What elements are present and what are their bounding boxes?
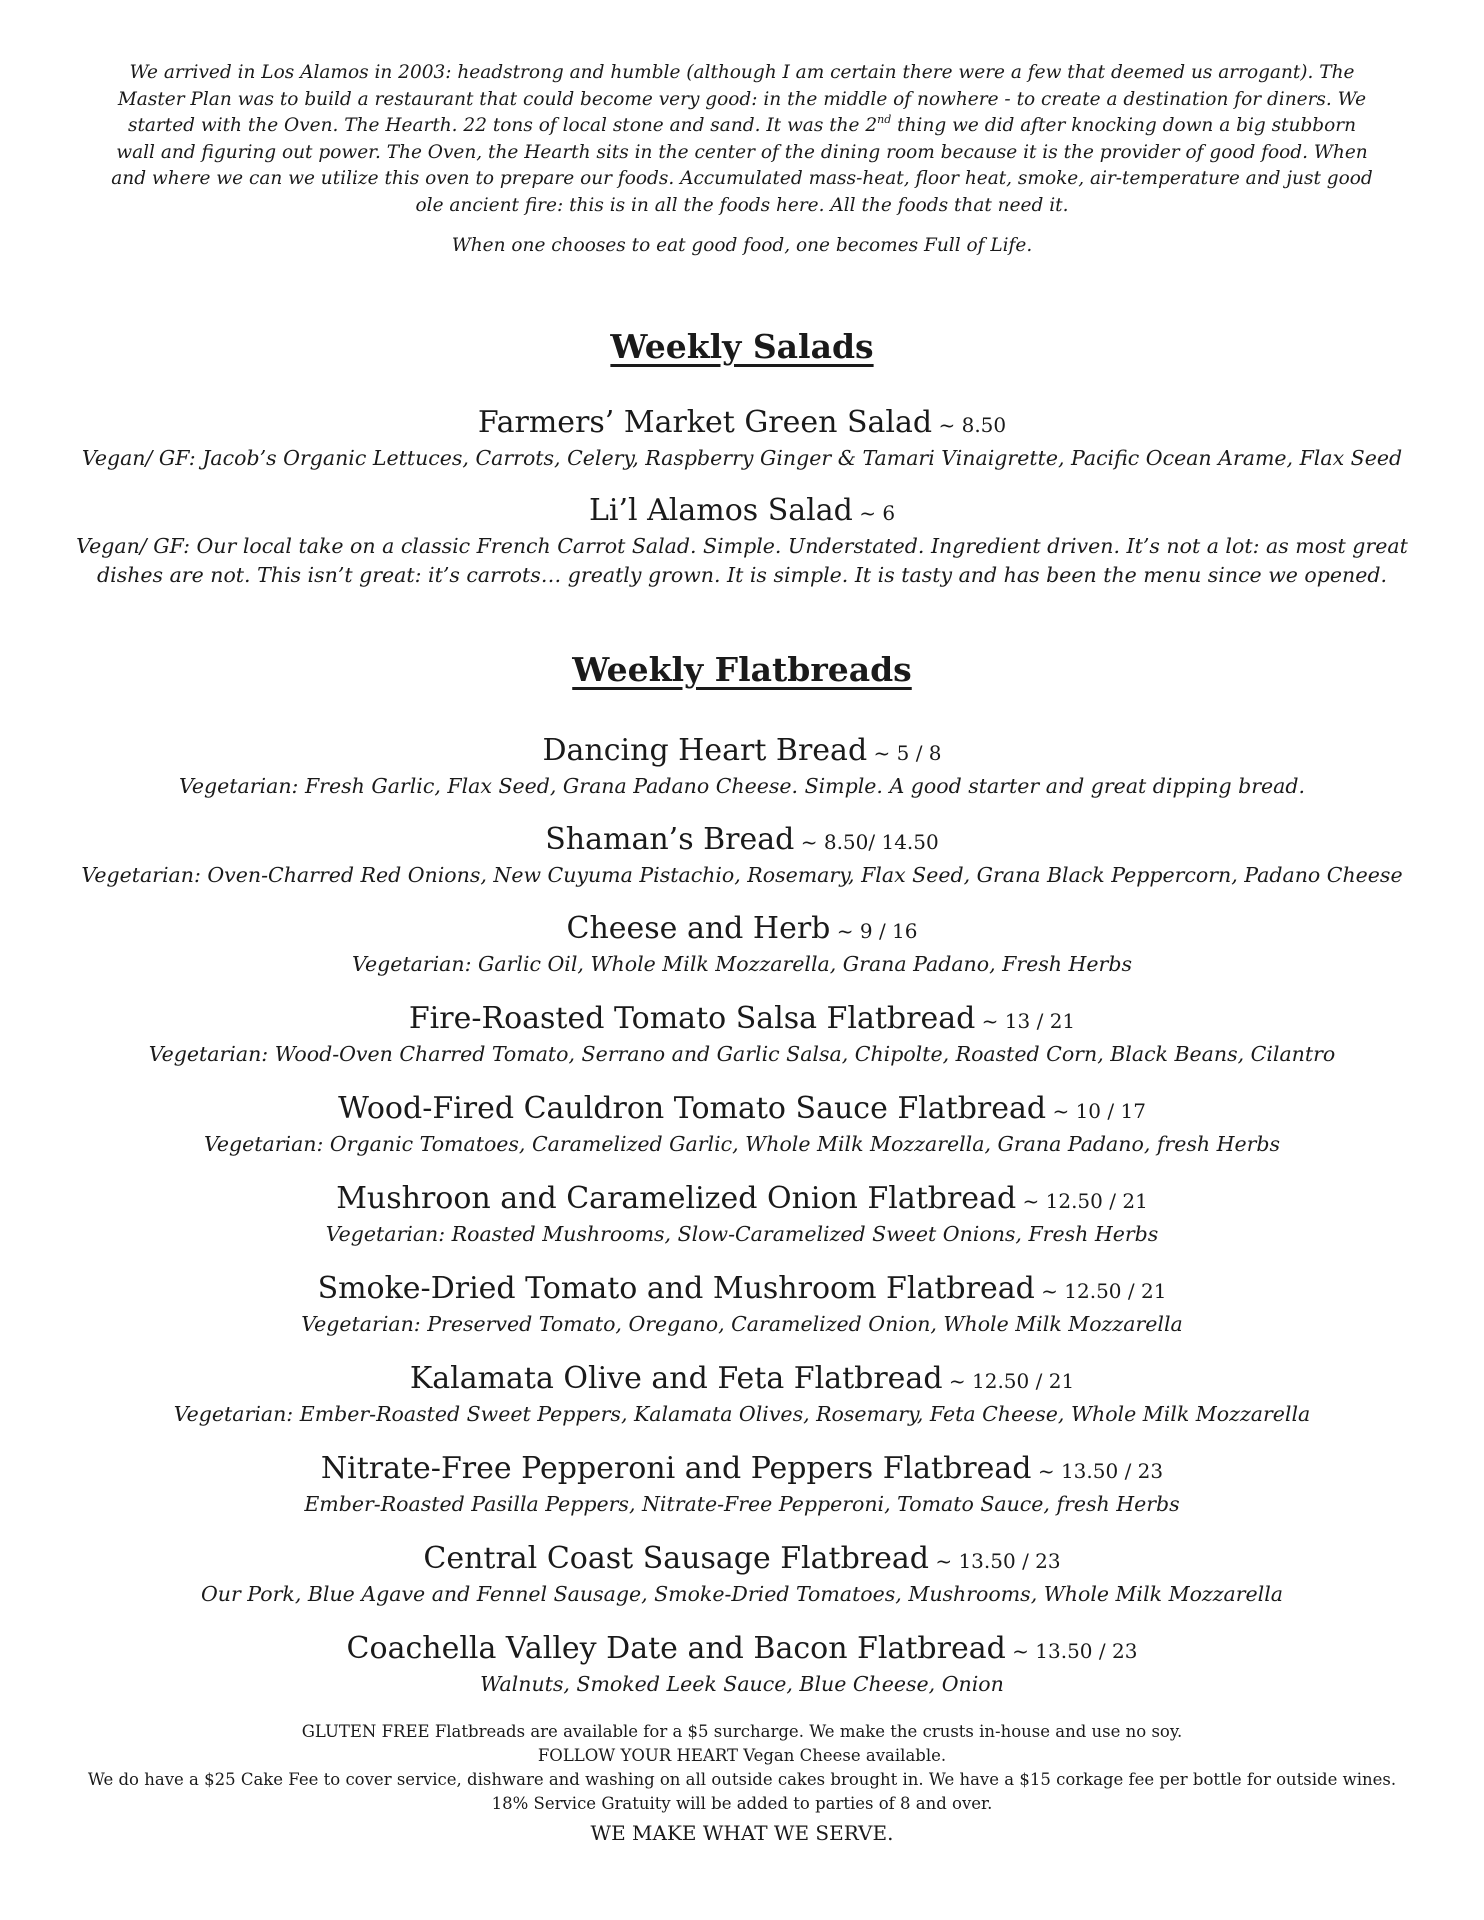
item-price: ~ 10 / 17 bbox=[1046, 1099, 1146, 1123]
flatbread-item bbox=[40, 910, 1444, 979]
item-price: ~ 8.50/ 14.50 bbox=[794, 830, 939, 854]
item-name: Fire-Roasted Tomato Salsa Flatbread bbox=[408, 1001, 976, 1036]
salad-item bbox=[40, 404, 1444, 473]
intro-superscript: nd bbox=[877, 113, 892, 126]
item-price: ~ 13.50 / 23 bbox=[1005, 1639, 1138, 1663]
item-price: ~ 13.50 / 23 bbox=[928, 1549, 1061, 1573]
item-name: Dancing Heart Bread bbox=[542, 733, 868, 768]
item-description: Vegan/ GF: Our local take on a classic French Carrot Salad. Simple. Understated. Ingredient driven. It’s not a lot: as most great dishes are not. This isn’t great: it’s carrots… greatly grown. It is simple. It is tasty and has been the menu since we opened. bbox=[76, 534, 1408, 587]
item-price: ~ 8.50 bbox=[932, 413, 1007, 437]
item-price: ~ 6 bbox=[852, 501, 896, 525]
item-name-line bbox=[40, 1630, 1444, 1670]
vegan-cheese-note: FOLLOW YOUR HEART Vegan Cheese available. bbox=[537, 1746, 947, 1765]
item-name-line bbox=[40, 1000, 1444, 1040]
item-description: Ember-Roasted Pasilla Peppers, Nitrate-Free Pepperoni, Tomato Sauce, fresh Herbs bbox=[304, 1492, 1180, 1516]
item-name-line bbox=[40, 732, 1444, 772]
item-name: Mushroon and Caramelized Onion Flatbread bbox=[336, 1181, 1017, 1216]
flatbread-item bbox=[40, 1270, 1444, 1339]
item-name: Smoke-Dried Tomato and Mushroom Flatbread bbox=[317, 1271, 1035, 1306]
item-name: Kalamata Olive and Feta Flatbread bbox=[409, 1361, 943, 1396]
salads-section-title: Weekly Salads bbox=[610, 327, 874, 366]
item-name-line bbox=[40, 821, 1444, 861]
item-name-line bbox=[40, 1450, 1444, 1490]
gratuity-note: 18% Service Gratuity will be added to parties of 8 and over. bbox=[491, 1794, 993, 1813]
item-description: Vegan/ GF: Jacob’s Organic Lettuces, Carrots, Celery, Raspberry Ginger & Tamari Vinaigrette, Pacific Ocean Arame, Flax Seed bbox=[81, 446, 1403, 470]
item-name-line bbox=[40, 1270, 1444, 1310]
item-description: Vegetarian: Preserved Tomato, Oregano, Caramelized Onion, Whole Milk Mozzarella bbox=[301, 1312, 1183, 1336]
item-price: ~ 9 / 16 bbox=[830, 919, 918, 943]
item-description: Vegetarian: Ember-Roasted Sweet Peppers, Kalamata Olives, Rosemary, Feta Cheese, Whole Milk Mozzarella bbox=[173, 1402, 1311, 1426]
item-name-line bbox=[40, 404, 1444, 444]
closing-motto: WE MAKE WHAT WE SERVE. bbox=[590, 1821, 894, 1845]
flatbread-item bbox=[40, 1630, 1444, 1699]
item-name: Central Coast Sausage Flatbread bbox=[423, 1541, 929, 1576]
item-description: Our Pork, Blue Agave and Fennel Sausage, Smoke-Dried Tomatoes, Mushrooms, Whole Milk Mozzarella bbox=[200, 1582, 1284, 1606]
flatbread-item bbox=[40, 732, 1444, 801]
item-name: Wood-Fired Cauldron Tomato Sauce Flatbread bbox=[338, 1091, 1047, 1126]
intro-text-part1: We arrived in Los Alamos in 2003: headstrong and humble (although I am certain there were a few that deemed us arrogant). The Master Plan was to build a restaurant that could become very good: in the middle of nowhere - to create a destination for diners. We started with the Oven. The Hearth. 22 tons of local stone and sand. It was the 2 bbox=[117, 62, 1367, 136]
flatbread-item bbox=[40, 1180, 1444, 1249]
flatbread-item bbox=[40, 1360, 1444, 1429]
item-price: ~ 13.50 / 23 bbox=[1031, 1459, 1164, 1483]
flatbread-item bbox=[40, 821, 1444, 890]
item-name: Coachella Valley Date and Bacon Flatbread bbox=[346, 1631, 1006, 1666]
item-description: Vegetarian: Fresh Garlic, Flax Seed, Grana Padano Cheese. Simple. A good starter and great dipping bread. bbox=[178, 774, 1306, 798]
item-name-line bbox=[40, 1180, 1444, 1220]
item-price: ~ 12.50 / 21 bbox=[1034, 1279, 1167, 1303]
item-description: Vegetarian: Roasted Mushrooms, Slow-Caramelized Sweet Onions, Fresh Herbs bbox=[325, 1222, 1159, 1246]
item-description: Walnuts, Smoked Leek Sauce, Blue Cheese, Onion bbox=[480, 1672, 1004, 1696]
flatbread-item bbox=[40, 1450, 1444, 1519]
intro-paragraph bbox=[110, 60, 1374, 219]
item-price: ~ 12.50 / 21 bbox=[1016, 1189, 1148, 1213]
salad-item bbox=[40, 492, 1444, 590]
flatbread-item bbox=[40, 1090, 1444, 1159]
footer-notes bbox=[40, 1720, 1444, 1848]
item-name: Cheese and Herb bbox=[566, 911, 831, 946]
flatbread-item bbox=[40, 1540, 1444, 1609]
item-name-line bbox=[40, 492, 1444, 532]
intro-tagline: When one chooses to eat good food, one becomes Full of Life. bbox=[451, 235, 1033, 256]
item-description: Vegetarian: Wood-Oven Charred Tomato, Serrano and Garlic Salsa, Chipolte, Roasted Corn, Black Beans, Cilantro bbox=[148, 1042, 1336, 1066]
item-price: ~ 13 / 21 bbox=[975, 1009, 1076, 1033]
item-name: Farmers’ Market Green Salad bbox=[477, 405, 933, 440]
item-name-line bbox=[40, 1090, 1444, 1130]
item-description: Vegetarian: Oven-Charred Red Onions, New Cuyuma Pistachio, Rosemary, Flax Seed, Grana Black Peppercorn, Padano Cheese bbox=[81, 863, 1403, 887]
item-name-line bbox=[40, 1540, 1444, 1580]
item-name: Li’l Alamos Salad bbox=[588, 493, 853, 528]
item-name-line bbox=[40, 910, 1444, 950]
item-price: ~ 12.50 / 21 bbox=[942, 1369, 1075, 1393]
item-description: Vegetarian: Organic Tomatoes, Caramelized Garlic, Whole Milk Mozzarella, Grana Padano, fresh Herbs bbox=[203, 1132, 1281, 1156]
item-name: Nitrate-Free Pepperoni and Peppers Flatbread bbox=[320, 1451, 1032, 1486]
gluten-free-note: GLUTEN FREE Flatbreads are available for a $5 surcharge. We make the crusts in-house and use no soy. bbox=[301, 1722, 1183, 1741]
fees-note: We do have a $25 Cake Fee to cover service, dishware and washing on all outside cakes brought in. We have a $15 corkage fee per bottle for outside wines. bbox=[87, 1770, 1397, 1789]
flatbread-item bbox=[40, 1000, 1444, 1069]
flatbreads-section-title: Weekly Flatbreads bbox=[572, 650, 912, 689]
intro-text-part2: thing we did after knocking down a big stubborn wall and figuring out power. The Oven, the Hearth sits in the center of the dining room because it is the provider of good food. When and where we can we utilize this oven to prepare our foods. Accumulated mass-heat, floor heat, smoke, air-temperature and just good ole ancient fire: this is in all the foods here. All the foods that need it. bbox=[111, 115, 1373, 216]
item-name: Shaman’s Bread bbox=[545, 822, 795, 857]
item-price: ~ 5 / 8 bbox=[867, 741, 942, 765]
item-description: Vegetarian: Garlic Oil, Whole Milk Mozzarella, Grana Padano, Fresh Herbs bbox=[352, 952, 1132, 976]
item-name-line bbox=[40, 1360, 1444, 1400]
